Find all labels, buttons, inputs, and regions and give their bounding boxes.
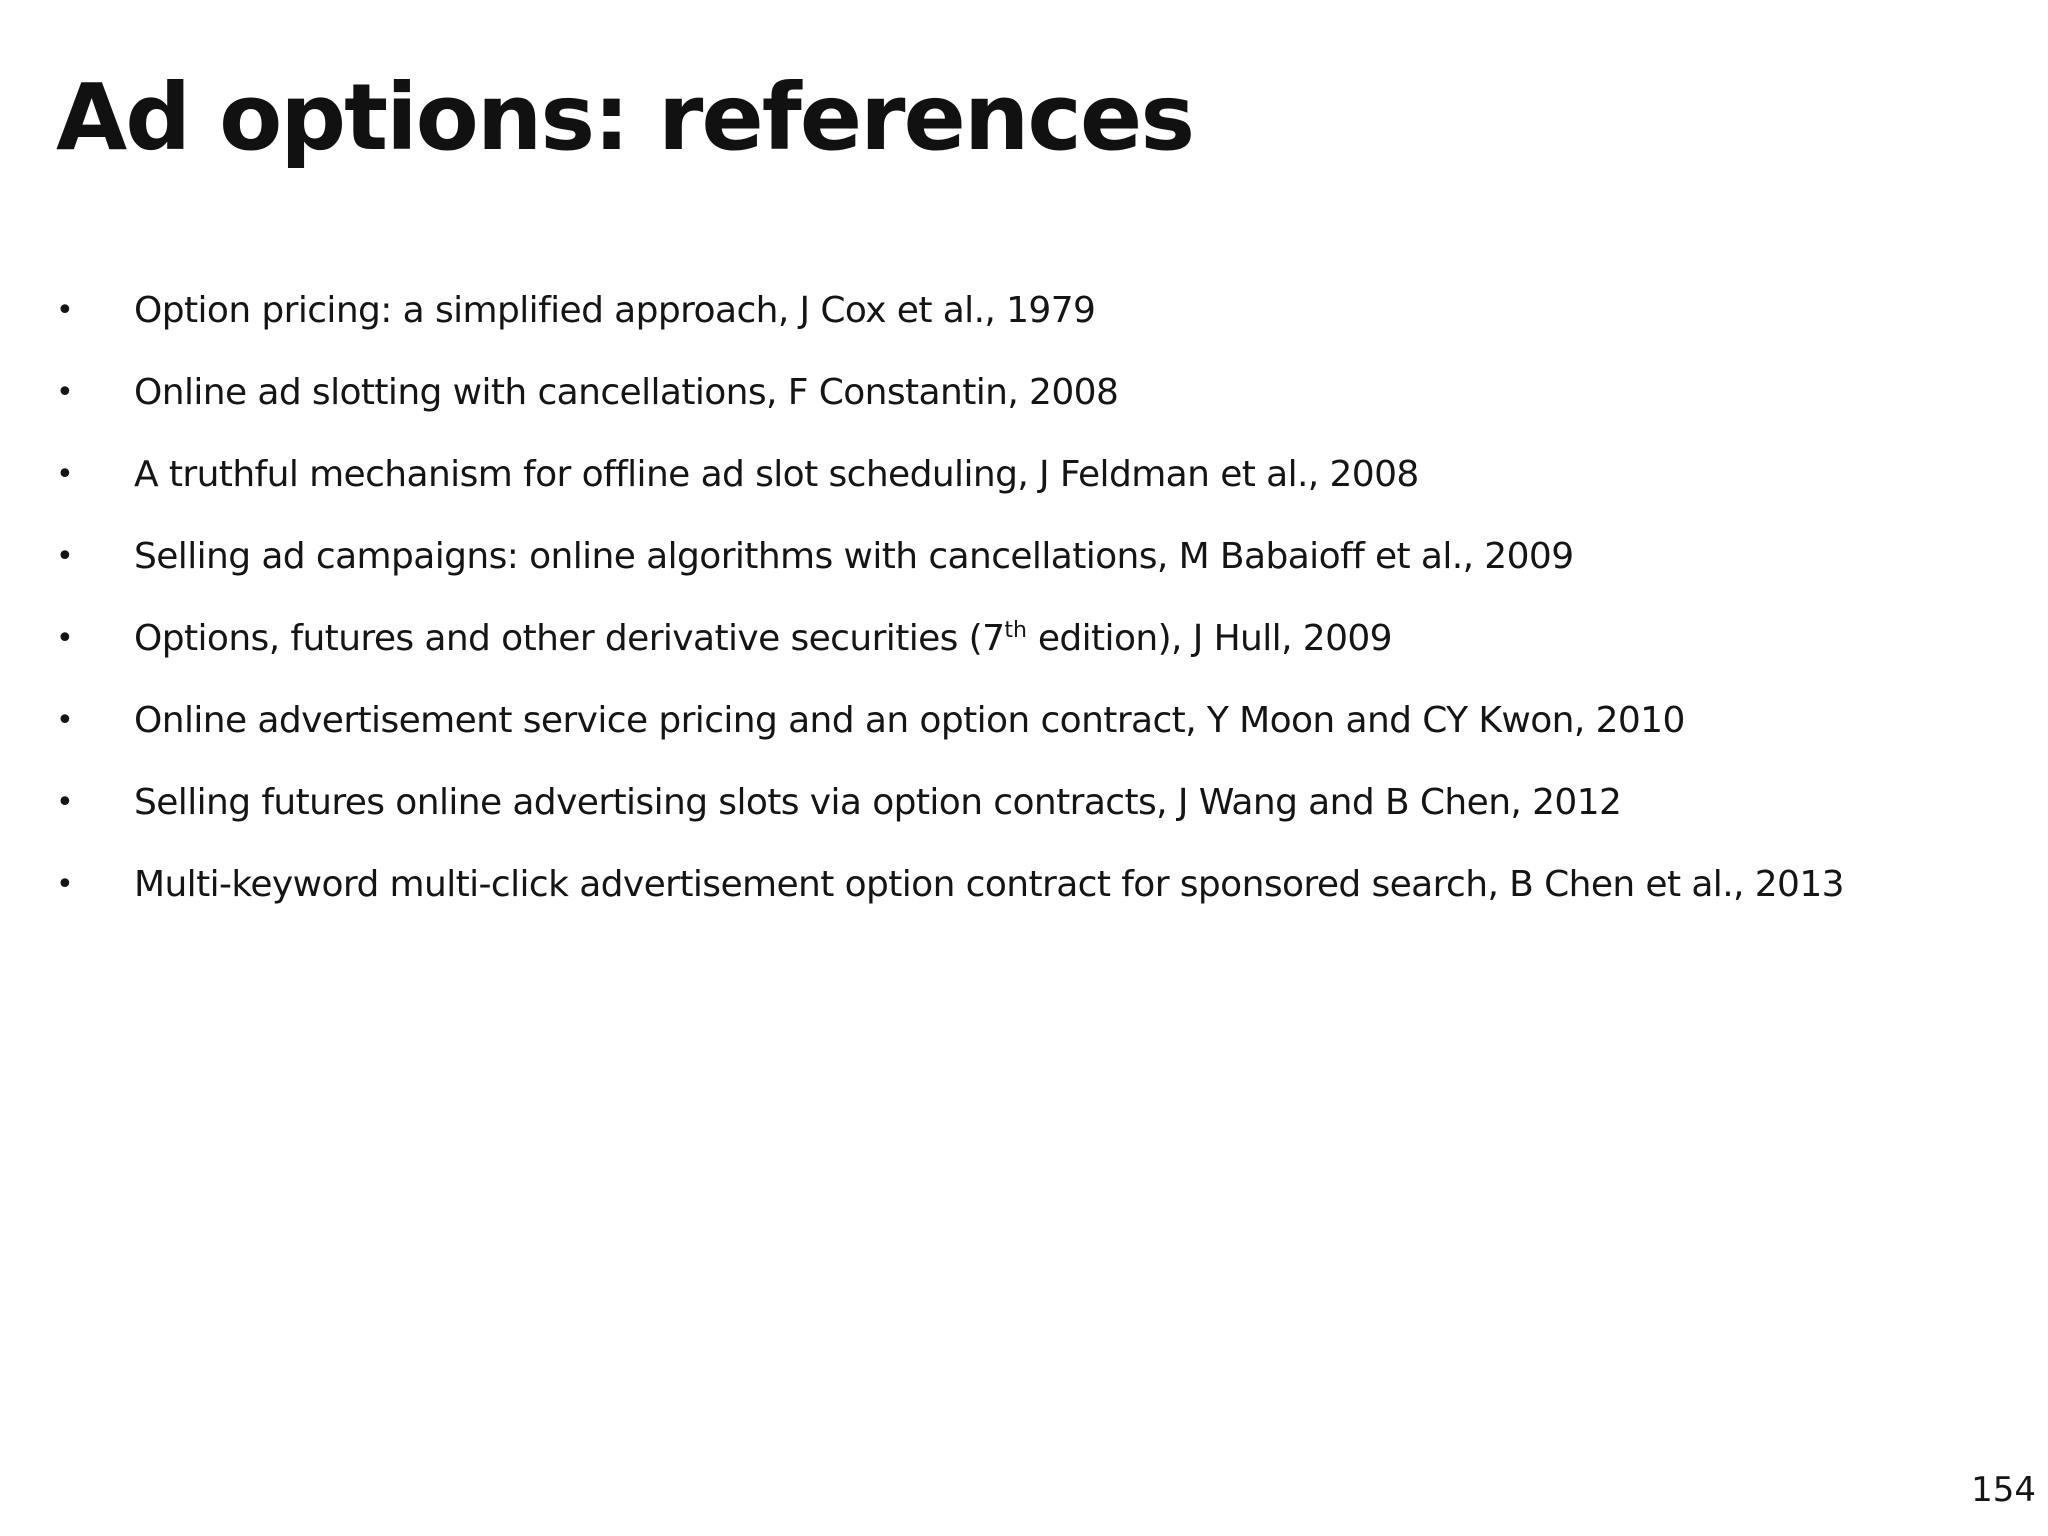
reference-item-2 — [56, 352, 1956, 434]
bullet-icon: • — [56, 457, 74, 492]
reference-item-1 — [56, 270, 1956, 352]
reference-text: Online advertisement service pricing and an option contract, Y Moon and CY Kwon, 2010 — [134, 700, 1685, 741]
slide-title: Ad options: references — [56, 64, 1194, 171]
reference-text: A truthful mechanism for offline ad slot scheduling, J Feldman et al., 2008 — [134, 454, 1419, 495]
reference-item-4 — [56, 516, 1956, 598]
reference-text: Selling ad campaigns: online algorithms with cancellations, M Babaioff et al., 2009 — [134, 536, 1574, 577]
reference-item-5 — [56, 598, 1956, 680]
page-number: 154 — [1971, 1470, 2036, 1510]
reference-text: Selling futures online advertising slots via option contracts, J Wang and B Chen, 2012 — [134, 782, 1622, 823]
bullet-icon: • — [56, 293, 74, 328]
reference-item-6 — [56, 680, 1956, 762]
reference-item-3 — [56, 434, 1956, 516]
reference-text: Online ad slotting with cancellations, F Constantin, 2008 — [134, 372, 1119, 413]
bullet-icon: • — [56, 621, 74, 656]
reference-text — [134, 614, 1392, 664]
reference-text-part: edition), J Hull, 2009 — [1026, 618, 1392, 659]
bullet-icon: • — [56, 375, 74, 410]
superscript: th — [1004, 618, 1027, 643]
reference-text-part: Options, futures and other derivative securities (7 — [134, 618, 1005, 659]
reference-item-7 — [56, 762, 1956, 844]
reference-text: Option pricing: a simplified approach, J Cox et al., 1979 — [134, 290, 1096, 331]
reference-list — [56, 270, 1956, 926]
bullet-icon: • — [56, 867, 74, 902]
reference-text: Multi-keyword multi-click advertisement option contract for sponsored search, B Chen et al., 2013 — [134, 864, 1844, 905]
bullet-icon: • — [56, 703, 74, 738]
bullet-icon: • — [56, 785, 74, 820]
bullet-icon: • — [56, 539, 74, 574]
reference-item-8 — [56, 844, 1956, 926]
